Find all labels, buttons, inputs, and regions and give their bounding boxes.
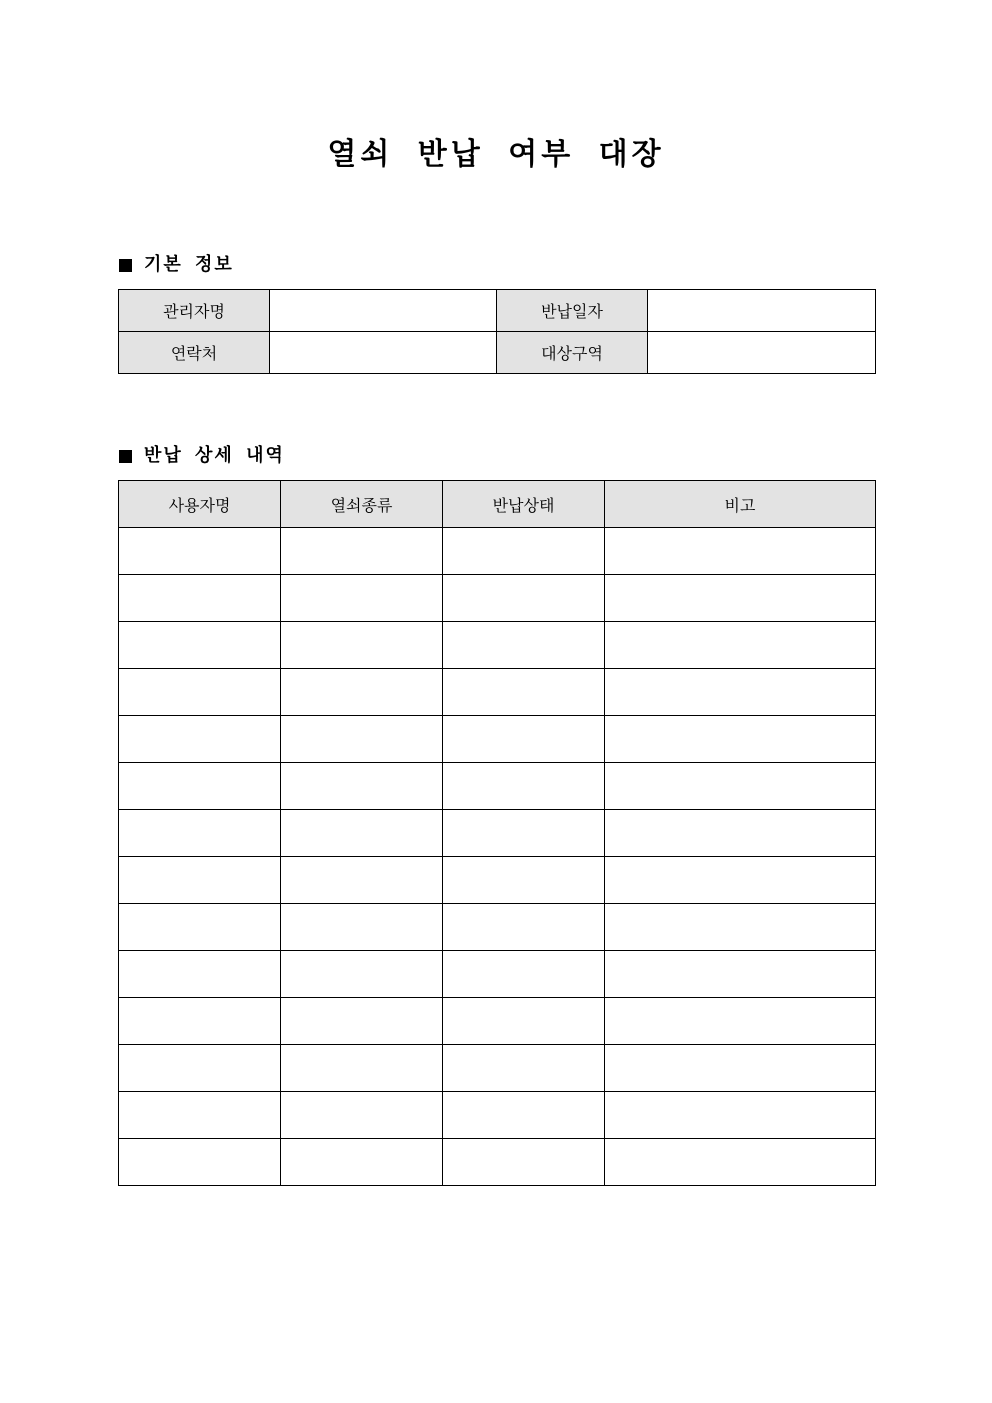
remarks-cell[interactable]: [605, 622, 876, 669]
table-row: [119, 857, 876, 904]
key-type-cell[interactable]: [281, 810, 443, 857]
user-name-cell[interactable]: [119, 904, 281, 951]
user-name-cell[interactable]: [119, 998, 281, 1045]
remarks-cell[interactable]: [605, 528, 876, 575]
basic-info-heading-label: 기본 정보: [144, 254, 234, 275]
table-row: [119, 716, 876, 763]
table-row: [119, 951, 876, 998]
square-bullet-icon: [119, 450, 132, 463]
table-row: [119, 1045, 876, 1092]
remarks-cell[interactable]: [605, 998, 876, 1045]
return-status-cell[interactable]: [443, 575, 605, 622]
remarks-cell[interactable]: [605, 1045, 876, 1092]
return-status-cell[interactable]: [443, 669, 605, 716]
return-status-cell[interactable]: [443, 904, 605, 951]
remarks-cell[interactable]: [605, 669, 876, 716]
remarks-cell[interactable]: [605, 1139, 876, 1186]
contact-field[interactable]: [270, 332, 497, 374]
return-status-cell[interactable]: [443, 951, 605, 998]
return-date-label: 반납일자: [497, 290, 648, 332]
page-title: 열쇠 반납 여부 대장: [327, 137, 665, 172]
detail-heading-label: 반납 상세 내역: [144, 445, 285, 466]
user-name-cell[interactable]: [119, 716, 281, 763]
basic-info-table: [118, 289, 876, 374]
table-row: [119, 332, 876, 374]
user-name-cell[interactable]: [119, 528, 281, 575]
key-type-cell[interactable]: [281, 528, 443, 575]
remarks-cell[interactable]: [605, 575, 876, 622]
column-header-remarks: 비고: [605, 481, 876, 528]
detail-table-body: [119, 528, 876, 1186]
key-type-cell[interactable]: [281, 1092, 443, 1139]
target-area-field[interactable]: [648, 332, 876, 374]
table-row: [119, 528, 876, 575]
key-type-cell[interactable]: [281, 998, 443, 1045]
table-header-row: [119, 481, 876, 528]
detail-heading: [119, 444, 285, 468]
table-row: [119, 1139, 876, 1186]
remarks-cell[interactable]: [605, 904, 876, 951]
detail-table: [118, 480, 876, 1186]
basic-info-heading: [119, 253, 234, 277]
key-type-cell[interactable]: [281, 763, 443, 810]
return-status-cell[interactable]: [443, 857, 605, 904]
key-type-cell[interactable]: [281, 951, 443, 998]
table-row: [119, 290, 876, 332]
table-row: [119, 810, 876, 857]
user-name-cell[interactable]: [119, 669, 281, 716]
manager-name-field[interactable]: [270, 290, 497, 332]
key-type-cell[interactable]: [281, 857, 443, 904]
user-name-cell[interactable]: [119, 810, 281, 857]
key-type-cell[interactable]: [281, 1139, 443, 1186]
user-name-cell[interactable]: [119, 1139, 281, 1186]
user-name-cell[interactable]: [119, 763, 281, 810]
remarks-cell[interactable]: [605, 716, 876, 763]
remarks-cell[interactable]: [605, 810, 876, 857]
return-status-cell[interactable]: [443, 998, 605, 1045]
remarks-cell[interactable]: [605, 857, 876, 904]
contact-label: 연락처: [119, 332, 270, 374]
column-header-key-type: 열쇠종류: [281, 481, 443, 528]
user-name-cell[interactable]: [119, 1092, 281, 1139]
key-type-cell[interactable]: [281, 1045, 443, 1092]
return-status-cell[interactable]: [443, 810, 605, 857]
return-date-field[interactable]: [648, 290, 876, 332]
key-type-cell[interactable]: [281, 669, 443, 716]
table-row: [119, 669, 876, 716]
key-type-cell[interactable]: [281, 575, 443, 622]
remarks-cell[interactable]: [605, 951, 876, 998]
table-row: [119, 998, 876, 1045]
target-area-label: 대상구역: [497, 332, 648, 374]
remarks-cell[interactable]: [605, 763, 876, 810]
column-header-user-name: 사용자명: [119, 481, 281, 528]
table-row: [119, 763, 876, 810]
table-row: [119, 622, 876, 669]
user-name-cell[interactable]: [119, 857, 281, 904]
return-status-cell[interactable]: [443, 1092, 605, 1139]
key-type-cell[interactable]: [281, 716, 443, 763]
square-bullet-icon: [119, 259, 132, 272]
return-status-cell[interactable]: [443, 1139, 605, 1186]
user-name-cell[interactable]: [119, 1045, 281, 1092]
column-header-return-status: 반납상태: [443, 481, 605, 528]
manager-name-label: 관리자명: [119, 290, 270, 332]
user-name-cell[interactable]: [119, 575, 281, 622]
user-name-cell[interactable]: [119, 951, 281, 998]
table-row: [119, 904, 876, 951]
table-row: [119, 575, 876, 622]
remarks-cell[interactable]: [605, 1092, 876, 1139]
return-status-cell[interactable]: [443, 622, 605, 669]
return-status-cell[interactable]: [443, 1045, 605, 1092]
user-name-cell[interactable]: [119, 622, 281, 669]
return-status-cell[interactable]: [443, 528, 605, 575]
key-type-cell[interactable]: [281, 904, 443, 951]
return-status-cell[interactable]: [443, 716, 605, 763]
key-type-cell[interactable]: [281, 622, 443, 669]
return-status-cell[interactable]: [443, 763, 605, 810]
table-row: [119, 1092, 876, 1139]
